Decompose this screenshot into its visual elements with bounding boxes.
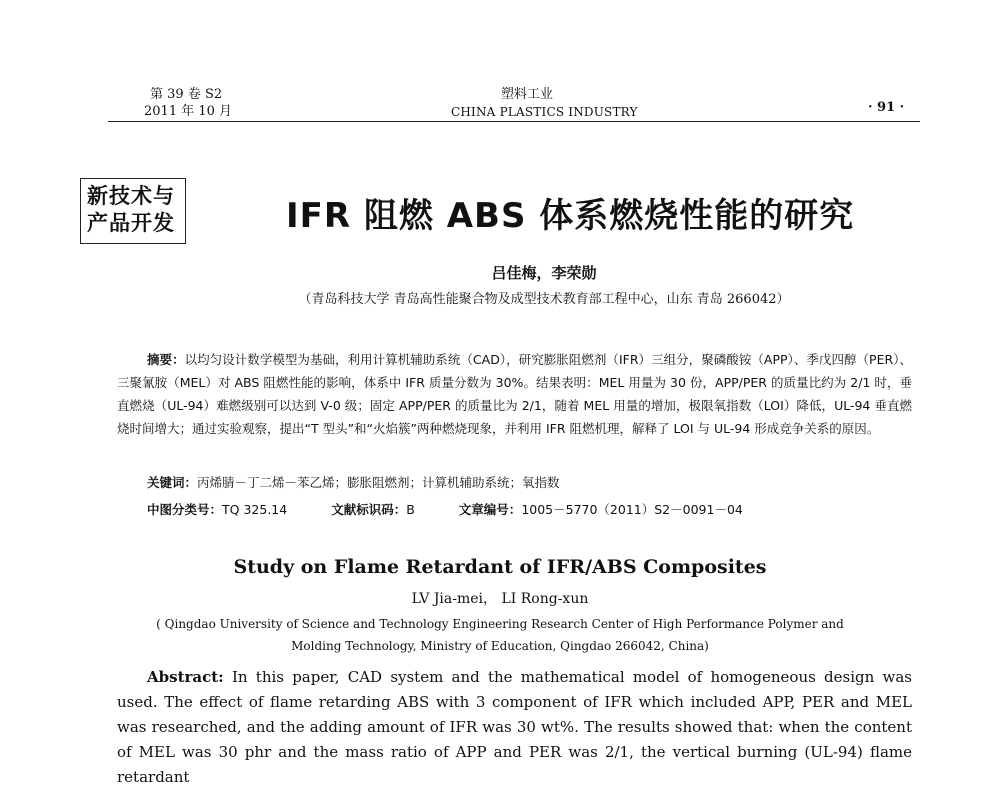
affiliation-en-line1: ( Qingdao University of Science and Technology Engineering Research Center of High Performance Polymer and — [156, 617, 844, 631]
article-title-en: Study on Flame Retardant of IFR/ABS Composites — [233, 556, 767, 578]
column-tag — [80, 178, 186, 244]
keywords-cn — [147, 473, 560, 491]
authors-cn: 吕佳梅，李荣勋 — [491, 264, 597, 282]
clc-value: TQ 325.14 — [222, 502, 288, 517]
affiliation-en-line2: Molding Technology, Ministry of Education, Qingdao 266042, China) — [291, 639, 709, 653]
clc-label: 中图分类号： — [147, 502, 223, 517]
abstract-cn-text: 以均匀设计数学模型为基础，利用计算机辅助系统（CAD），研究膨胀阻燃剂（IFR）三组分，聚磷酸铵（APP）、季戊四醇（PER）、三聚氰胺（MEL）对 ABS 阻燃性能的影响，体系中 IFR 质量分数为 30%。结果表明：MEL 用量为 30 份，APP/PER 的质量比约为 2/1 时，垂直燃烧（UL-94）难燃级别可以达到 V-0 级；固定 APP/PER 的质量比为 2/1，随着 MEL 用量的增加，极限氧指数（LOI）降低，UL-94 垂直燃烧时间增大；通过实验观察，提出“T 型头”和“火焰簇”两种燃烧现象，并利用 IFR 阻燃机理，解释了 LOI 与 UL-94 形成竞争关系的原因。 — [117, 352, 912, 436]
keywords-text: 丙烯腈－丁二烯－苯乙烯；膨胀阻燃剂；计算机辅助系统；氧指数 — [197, 475, 560, 490]
doc-code-label: 文献标识码： — [331, 502, 407, 517]
doc-code-value: B — [406, 502, 415, 517]
journal-name-en: CHINA PLASTICS INDUSTRY — [451, 105, 638, 119]
affiliation-en — [0, 613, 1000, 657]
header-rule — [108, 121, 920, 122]
abstract-cn-label: 摘要： — [147, 352, 185, 367]
article-no-value: 1005－5770（2011）S2－0091－04 — [521, 502, 743, 517]
column-tag-line2: 产品开发 — [87, 211, 175, 235]
page-number: · 91 · — [868, 100, 905, 115]
article-no-label: 文章编号： — [458, 502, 522, 517]
issue-volume: 第 39 卷 S2 — [150, 87, 223, 102]
abstract-cn — [117, 348, 912, 440]
issue-date: 2011 年 10 月 — [144, 104, 233, 119]
abstract-en-text: In this paper, CAD system and the mathematical model of homogeneous design was used. The effect of flame retarding ABS with 3 component of IFR which included APP, PER and MEL was researched, and the adding amount of IFR was 30 wt%. The results showed that: when the content of MEL was 30 phr and the mass ratio of APP and PER was 2/1, the vertical burning (UL-94) flame retardant — [117, 668, 912, 786]
abstract-en — [117, 665, 912, 790]
keywords-label: 关键词： — [147, 475, 198, 490]
abstract-en-label: Abstract: — [147, 668, 224, 686]
classification-line — [147, 500, 743, 518]
article-title-cn: IFR 阻燃 ABS 体系燃烧性能的研究 — [286, 196, 855, 236]
column-tag-line1: 新技术与 — [87, 184, 175, 208]
journal-name-cn: 塑料工业 — [501, 87, 554, 102]
authors-en: LV Jia-mei， LI Rong-xun — [411, 591, 589, 607]
affiliation-cn: （青岛科技大学 青岛高性能聚合物及成型技术教育部工程中心，山东 青岛 266042） — [298, 292, 790, 307]
